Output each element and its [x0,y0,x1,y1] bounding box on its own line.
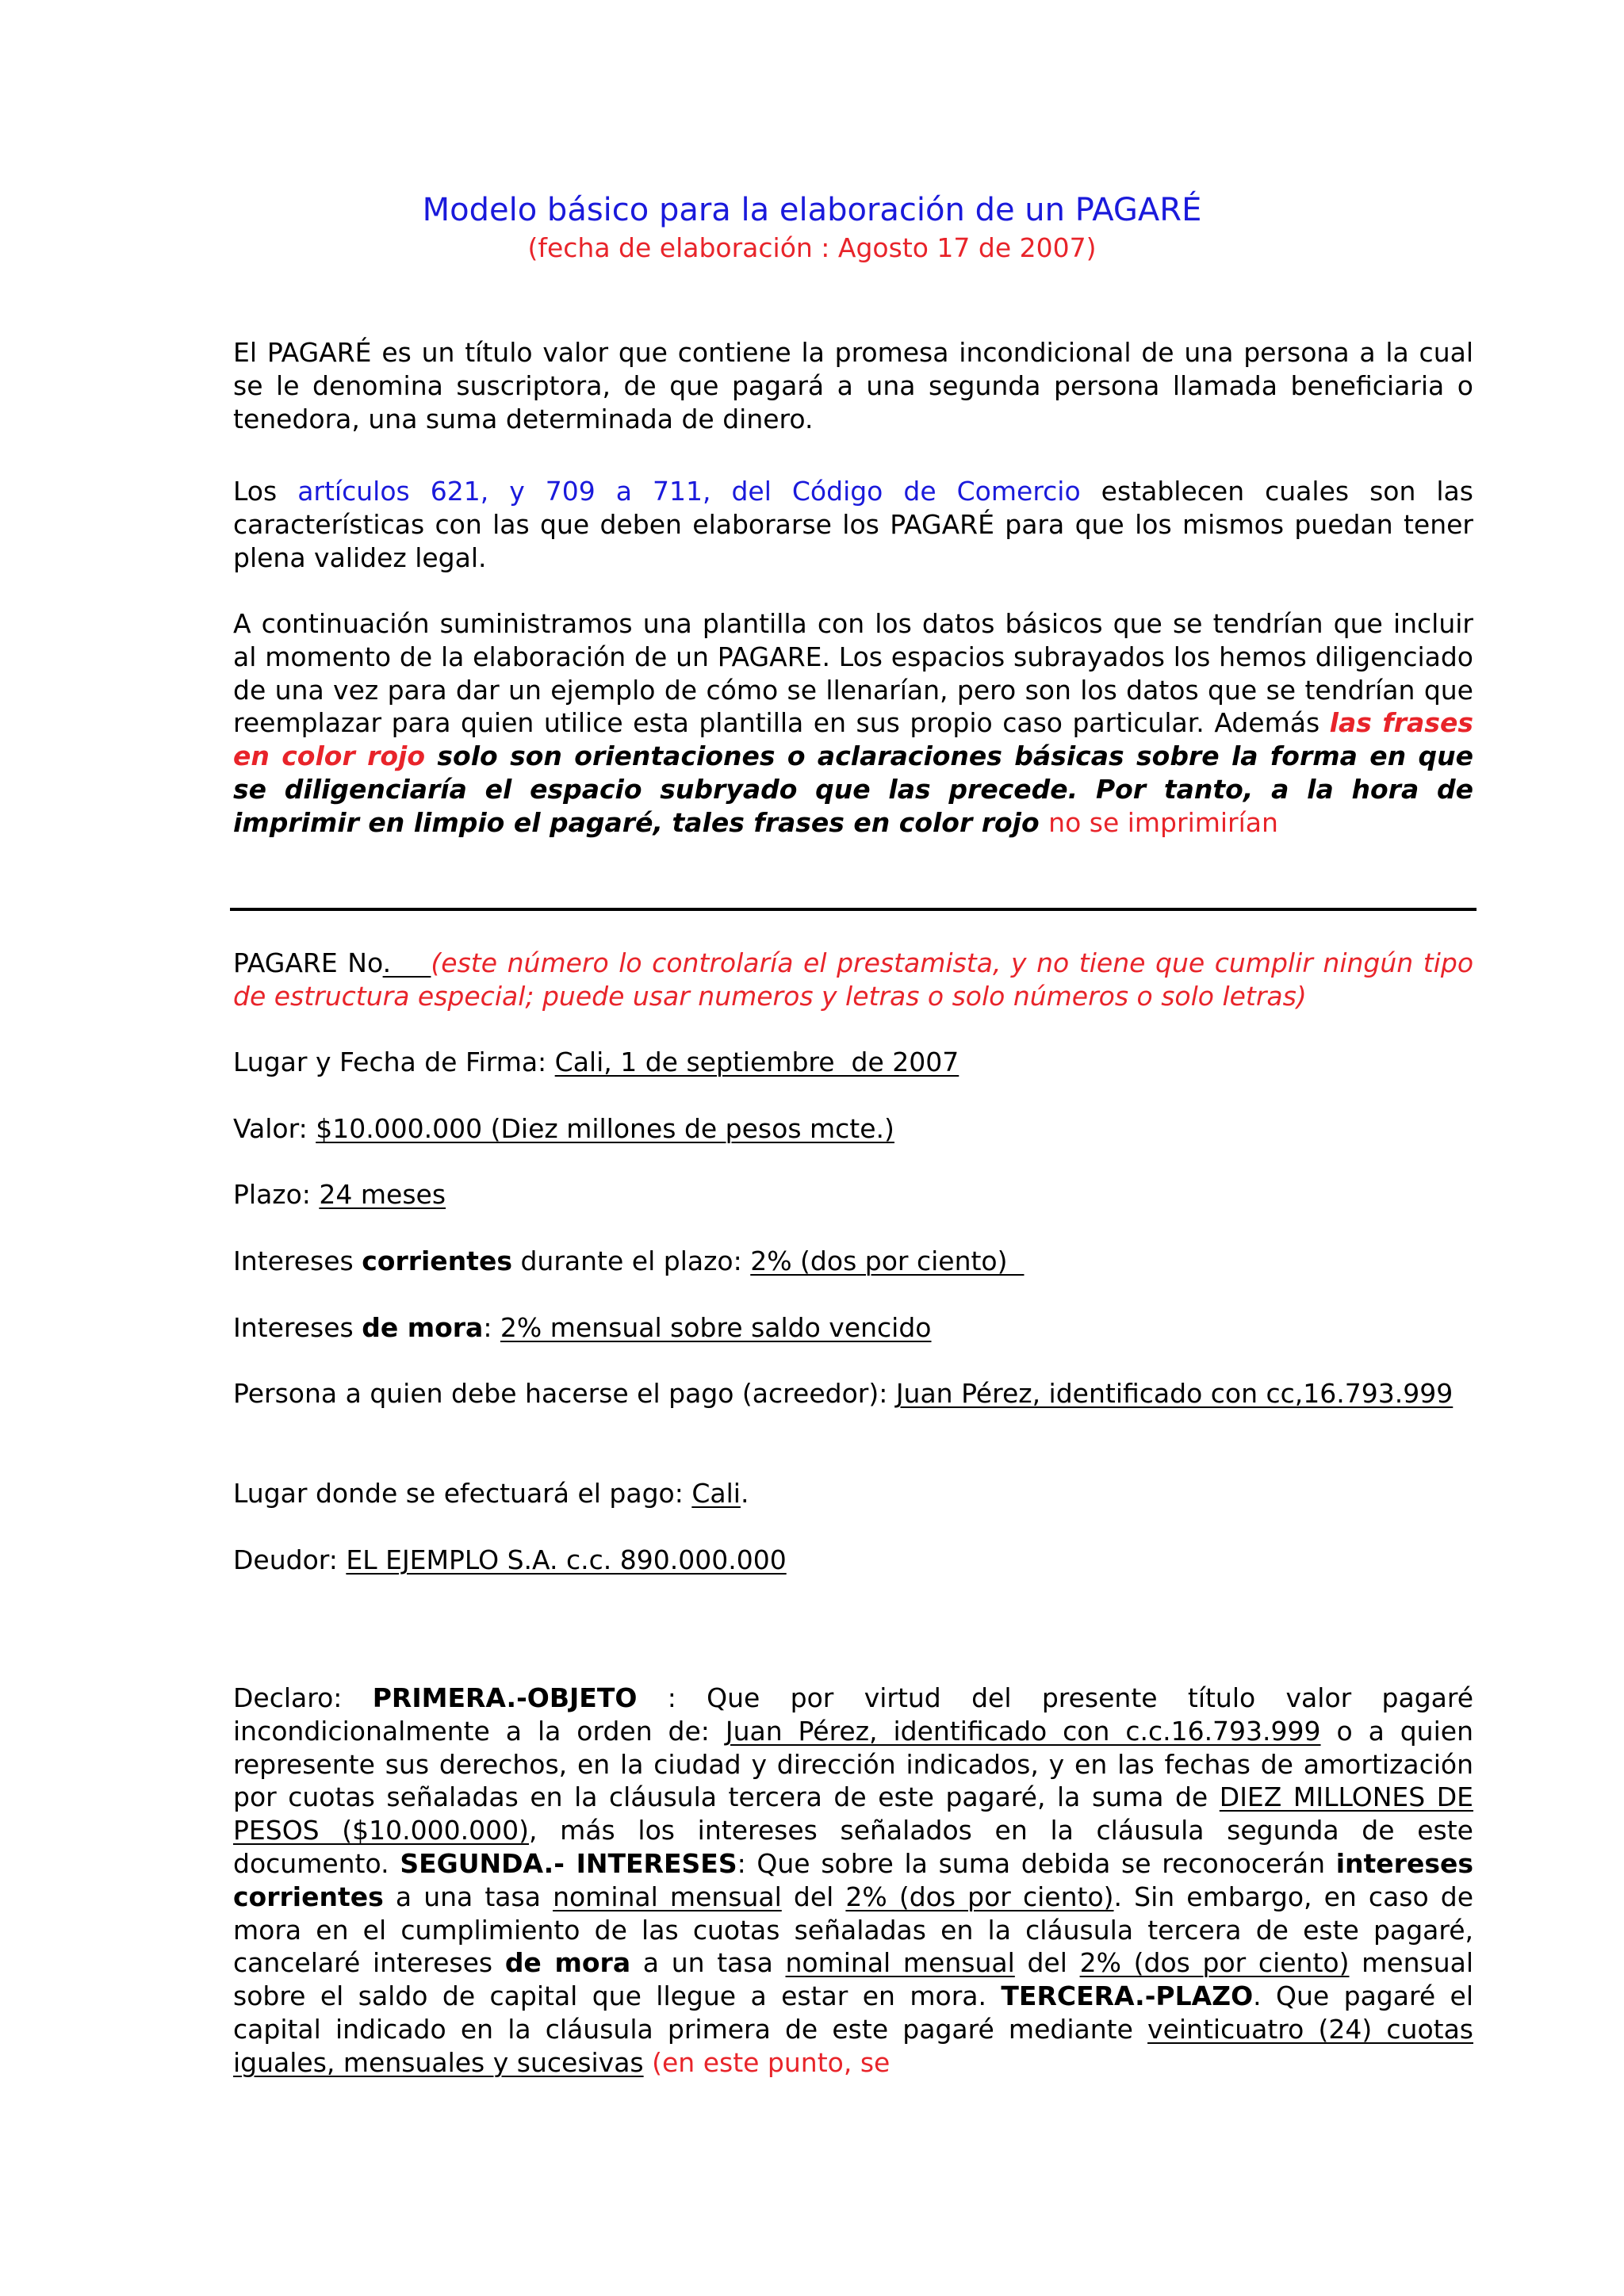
intro-p3-red-end-text: no se imprimirían [1048,806,1278,838]
intro-paragraph-1: El PAGARÉ es un título valor que contiene la promesa incondicional de una persona a la cual se le denomina suscriptora, de que pagará a una segunda persona llamada beneficiaria o tenedora, una suma determinada de dinero. [233,337,1473,434]
clause-tercera-note: (en este punto, se [652,2046,891,2078]
intro-p2-end: establecen cuales son las características con las que deben elaborarse los PAGARÉ para que los mismos puedan tener plena validez legal. [233,476,1473,573]
intro-paragraph-2 [233,475,1473,574]
plazo-line [233,1178,1473,1211]
clause-primera-text-1: : Que por virtud del presente título valor pagaré incondicionalmente a la orden de: [233,1682,1474,1747]
acreedor-value: Juan Pérez, identificado con cc,16.793.999 [895,1378,1454,1409]
intro-p2-start: Los [233,476,298,507]
intro-p3-bold-text: solo son orientaciones o aclaraciones básicas sobre la forma en que se diligenciaría el espacio subryado que las precede. Por tanto, a la hora de imprimir en limpio el pagaré, tales frases en color rojo [233,740,1473,838]
intereses-mora-pre: Intereses [233,1312,362,1343]
intereses-corrientes-bold: corrientes [362,1246,512,1276]
lugar-fecha-value: Cali, 1 de septiembre de 2007 [554,1047,959,1077]
clause-segunda-intereses-corrientes: intereses corrientes [233,1847,1473,1912]
plazo-label: Plazo: [233,1179,320,1210]
clause-tercera-text-1: . Que pagaré el capital indicado en la cláusula primera de este pagaré mediante [233,1980,1473,2045]
acreedor-line [233,1377,1473,1410]
lugar-pago-label: Lugar donde se efectuará el pago: [233,1478,692,1509]
clause-segunda-tasa-1: nominal mensual [553,1881,782,1912]
clause-segunda-text-7: mensual sobre el saldo de capital que llegue a estar en mora. [233,1947,1474,2012]
clause-segunda-porcentaje-2: 2% (dos por ciento) [1079,1947,1350,1979]
clause-segunda-text-4: . Sin embargo, en caso de mora en el cumplimiento de las cuotas señaladas en la cláusula tercera de este pagaré, cancelaré intereses [233,1881,1474,1979]
clause-tercera-space [644,2047,653,2078]
lugar-fecha-line [233,1046,1473,1079]
intereses-mora-bold: de mora [362,1312,484,1343]
clause-segunda-text-2: a una tasa [383,1881,553,1912]
deudor-line [233,1544,1473,1577]
intro-p3-red-end [1048,807,1278,838]
lugar-pago-line [233,1477,1473,1510]
lugar-pago-value: Cali [691,1478,741,1509]
intereses-mora-value: 2% mensual sobre saldo vencido [500,1312,932,1343]
deudor-value: EL EJEMPLO S.A. c.c. 890.000.000 [346,1544,787,1575]
intro-paragraph-3 [233,607,1473,840]
lugar-pago-end: . [740,1478,749,1509]
document-title: Modelo básico para la elaboración de un PAGARÉ [422,192,1202,228]
clause-tercera-cuotas: veinticuatro (24) cuotas iguales, mensuales y sucesivas [233,2013,1473,2078]
clause-declaro: Declaro: [233,1682,373,1713]
clause-segunda-porcentaje-1: 2% (dos por ciento) [845,1881,1114,1912]
deudor-label: Deudor: [233,1544,347,1575]
valor-value: $10.000.000 (Diez millones de pesos mcte.) [316,1113,894,1144]
clause-segunda-de-mora: de mora [504,1947,631,1979]
intereses-corrientes-pre: Intereses [233,1246,362,1276]
pagare-number-line [233,947,1473,1013]
pagare-number-label: PAGARE No [233,947,383,978]
intro-p3-start: A continuación suministramos una plantilla con los datos básicos que se tendrían que incluir al momento de la elaboración de un PAGARE. Los espacios subrayados los hemos diligenciado de una vez para dar un ejemplo de cómo se llenarían, pero son los datos que se tendrían que reemplazar para quien utilice esta plantilla en sus propio caso particular. Además [233,608,1473,739]
acreedor-label: Persona a quien debe hacerse el pago (acreedor): [233,1378,896,1409]
intereses-mora-line [233,1311,1473,1345]
clause-primera-heading: PRIMERA.-OBJETO [372,1682,638,1713]
intereses-mora-post: : [483,1312,500,1343]
clause-segunda-tasa-2: nominal mensual [785,1947,1015,1979]
lugar-fecha-label: Lugar y Fecha de Firma: [233,1047,555,1077]
intereses-corrientes-value: 2% (dos por ciento) [750,1246,1025,1276]
plazo-value: 24 meses [319,1179,446,1210]
clause-tercera-heading: TERCERA.-PLAZO [1001,1980,1254,2012]
pagare-number-note: (este número lo controlaría el prestamista, y no tiene que cumplir ningún tipo de estructura especial; puede usar numeros y letras o solo números o solo letras) [233,947,1474,1012]
clauses-paragraph [233,1682,1473,2080]
valor-label: Valor: [233,1113,316,1144]
valor-line [233,1112,1473,1146]
clause-segunda-text-6: del [1014,1947,1080,1979]
clause-segunda-heading: SEGUNDA.- INTERESES [400,1847,737,1879]
clause-segunda-text-5: a un tasa [630,1947,786,1979]
pagare-number-blank: . [382,947,431,978]
clause-segunda-text-1: : Que sobre la suma debida se reconocerán [737,1847,1336,1879]
clause-primera-monto: DIEZ MILLONES DE PESOS ($10.000.000) [233,1781,1473,1846]
clause-segunda-text-3: del [781,1881,846,1912]
intereses-corrientes-line [233,1245,1473,1278]
intereses-corrientes-post: durante el plazo: [512,1246,751,1276]
section-divider [230,908,1477,911]
clause-primera-text-3: , más los intereses señalados en la cláusula segunda de este documento. [233,1815,1473,1879]
document-subtitle: (fecha de elaboración : Agosto 17 de 2007) [527,232,1097,263]
clause-primera-acreedor: Juan Pérez, identificado con c.c.16.793.999 [725,1715,1321,1747]
codigo-comercio-link[interactable]: artículos 621, y 709 a 711, del Código de Comercio [297,476,1081,507]
clause-primera-text-2: o a quien represente sus derechos, en la ciudad y dirección indicados, y en las fechas de amortización por cuotas señaladas en la cláusula tercera de este pagaré, la suma de [233,1715,1473,1813]
intro-p3-red-phrase: las frases en color rojo [233,707,1473,772]
